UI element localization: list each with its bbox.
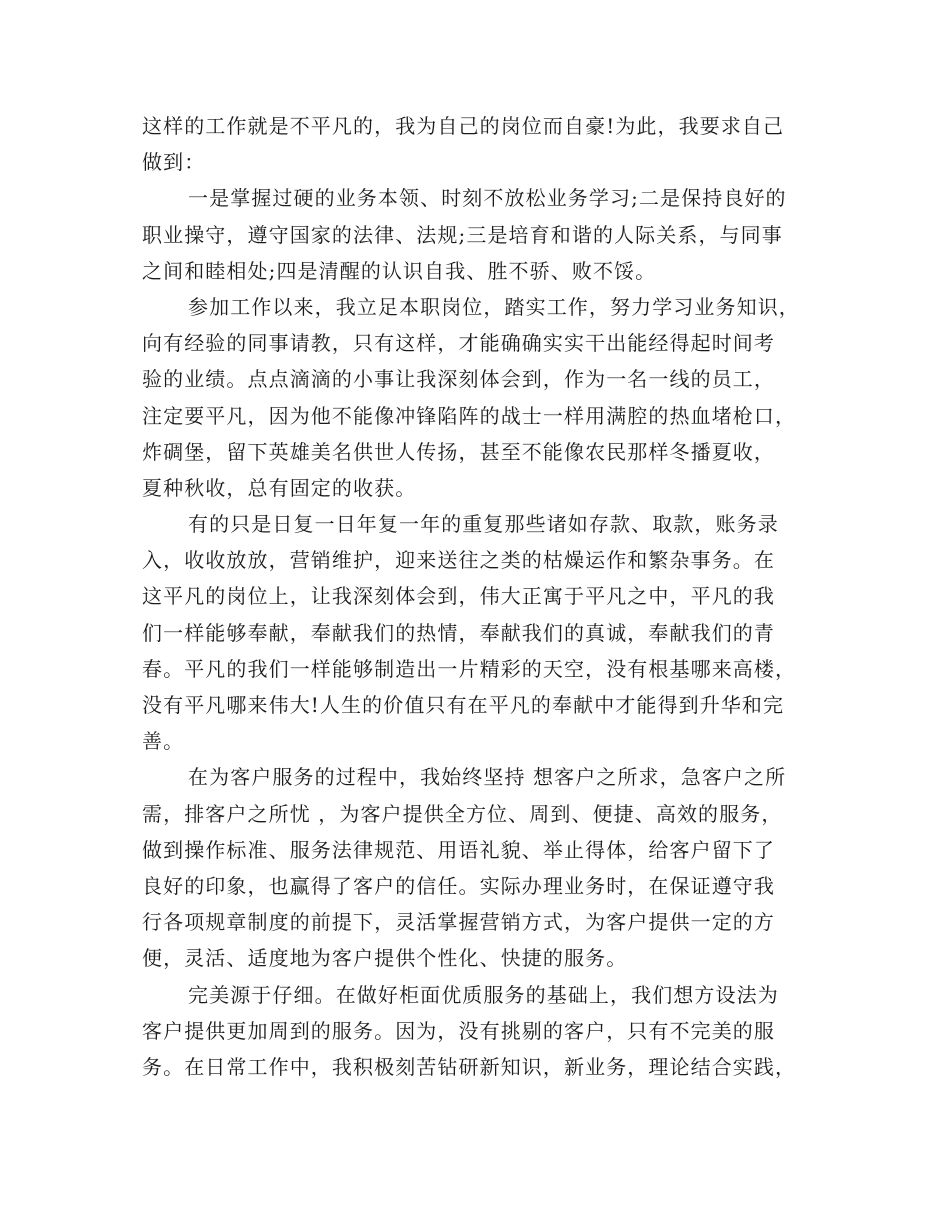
text-line: 职业操守，遵守国家的法律、法规;三是培育和谐的人际关系，与同事	[142, 222, 783, 247]
document-body	[142, 108, 814, 1085]
text-line: 这平凡的岗位上，让我深刻体会到，伟大正寓于平凡之中，平凡的我	[142, 584, 775, 609]
text-line: 们一样能够奉献，奉献我们的热情，奉献我们的真诚，奉献我们的青	[142, 620, 775, 645]
paragraph-start-line: 在为客户服务的过程中，我始终坚持 想客户之所求，急客户之所	[188, 765, 787, 790]
text-line: 善。	[142, 729, 185, 754]
paragraph-start-line: 有的只是日复一日年复一年的重复那些诸如存款、取款，账务录	[188, 512, 779, 537]
text-line: 炸碉堡，留下英雄美名供世人传扬，甚至不能像农民那样冬播夏收，	[142, 439, 775, 464]
text-line: 向有经验的同事请教，只有这样，才能确确实实干出能经得起时间考	[142, 331, 775, 356]
paragraph-start-line: 参加工作以来，我立足本职岗位，踏实工作，努力学习业务知识，	[188, 294, 800, 319]
text-line: 没有平凡哪来伟大!人生的价值只有在平凡的奉献中才能得到升华和完	[142, 693, 785, 717]
text-line: 夏种秋收，总有固定的收获。	[142, 475, 417, 500]
text-line: 春。平凡的我们一样能够制造出一片精彩的天空，没有根基哪来高楼，	[142, 656, 797, 681]
text-line: 客户提供更加周到的服务。因为，没有挑剔的客户，只有不完美的服	[142, 1018, 775, 1043]
text-line: 验的业绩。点点滴滴的小事让我深刻体会到，作为一名一线的员工，	[142, 367, 775, 392]
paragraph-start-line: 完美源于仔细。在做好柜面优质服务的基础上，我们想方设法为	[188, 982, 779, 1007]
text-line: 注定要平凡，因为他不能像冲锋陷阵的战士一样用满腔的热血堵枪口，	[142, 403, 797, 428]
text-line: 这样的工作就是不平凡的，我为自己的岗位而自豪!为此，我要求自己	[142, 114, 785, 138]
text-line: 需，排客户之所忧 ，为客户提供全方位、周到、便捷、高效的服务，	[142, 801, 783, 826]
text-line: 入，收收放放，营销维护，迎来送往之类的枯燥运作和繁杂事务。在	[142, 548, 775, 573]
text-line: 做到：	[142, 150, 206, 175]
paragraph-start-line: 一是掌握过硬的业务本领、时刻不放松业务学习;二是保持良好的	[188, 186, 787, 211]
text-line: 之间和睦相处;四是清醒的认识自我、胜不骄、败不馁。	[142, 258, 657, 283]
text-line: 做到操作标准、服务法律规范、用语礼貌、举止得体，给客户留下了	[142, 837, 775, 862]
text-line: 行各项规章制度的前提下，灵活掌握营销方式，为客户提供一定的方	[142, 910, 775, 935]
text-line: 便，灵活、适度地为客户提供个性化、快捷的服务。	[142, 946, 628, 971]
text-line: 务。在日常工作中，我积极刻苦钻研新知识，新业务，理论结合实践，	[142, 1054, 797, 1079]
text-line: 良好的印象，也赢得了客户的信任。实际办理业务时，在保证遵守我	[142, 873, 775, 898]
